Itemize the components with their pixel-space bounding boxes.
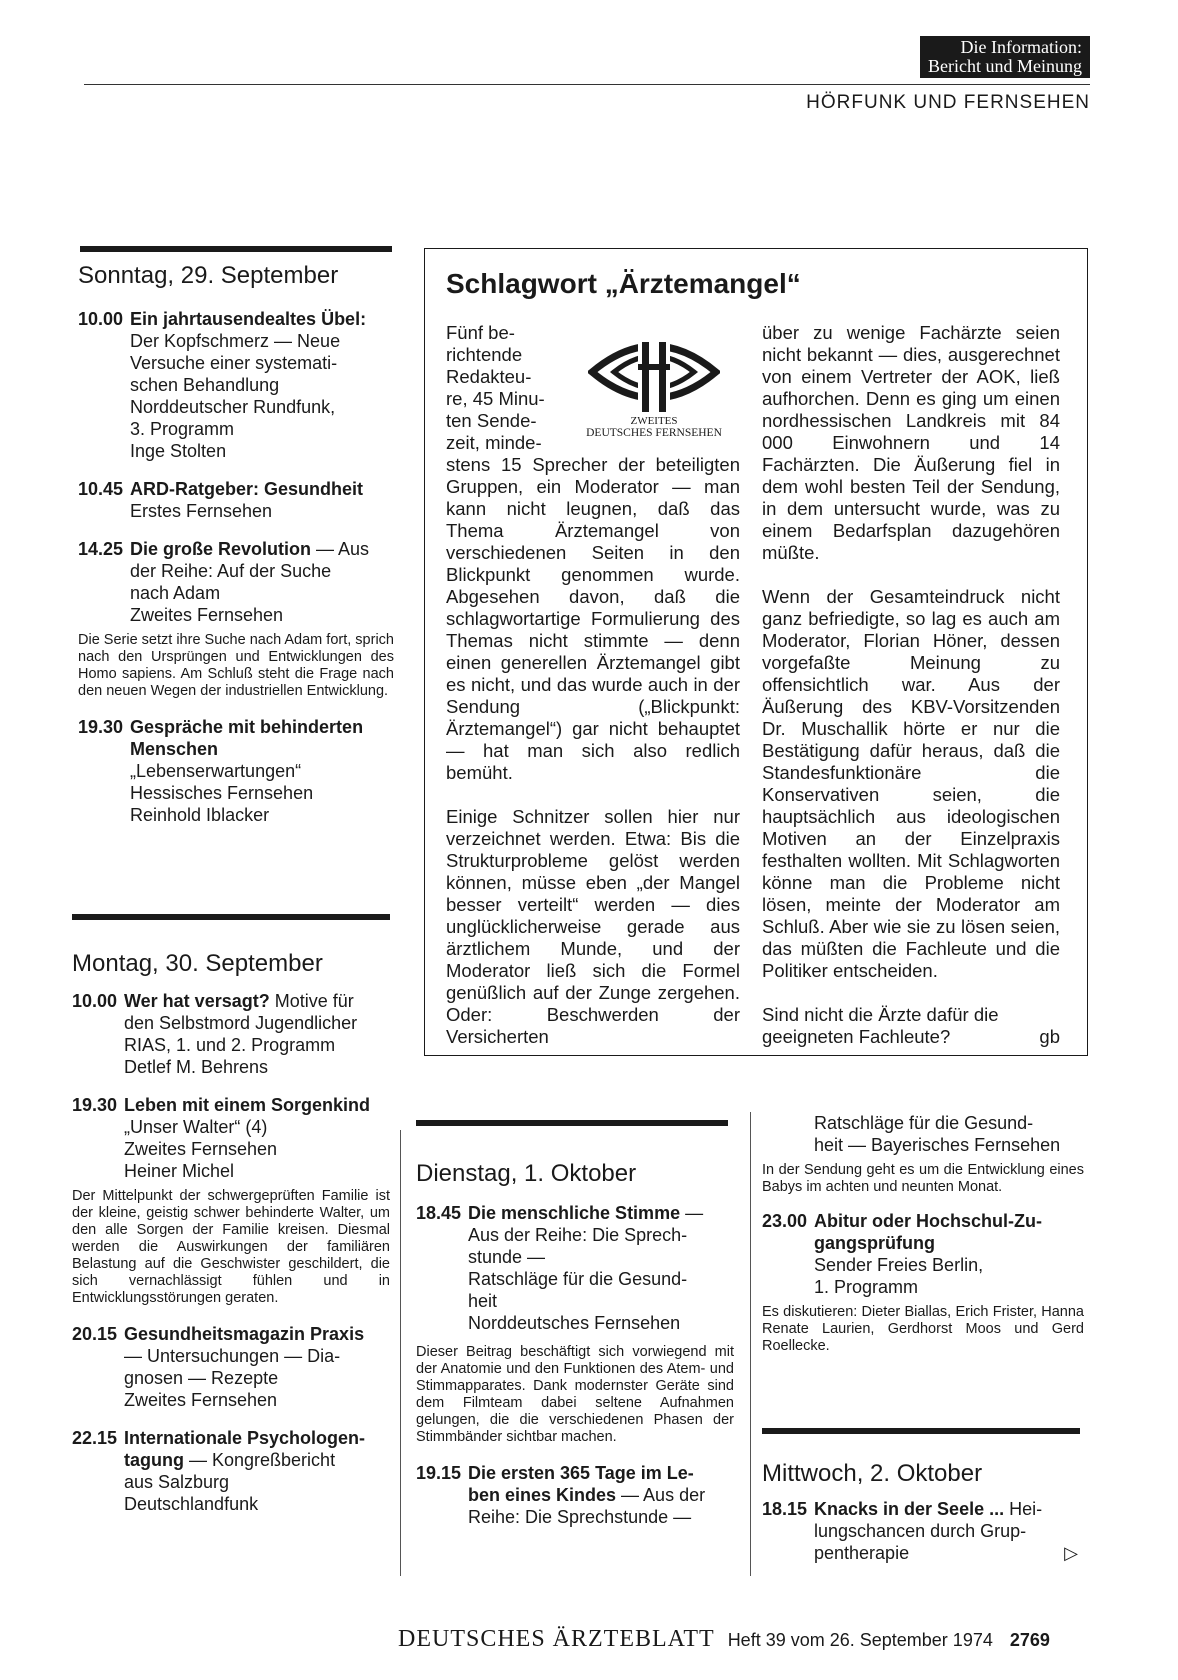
entry-line: stunde — <box>468 1247 546 1267</box>
entry-title-rest: — Kongreßbericht <box>184 1450 336 1470</box>
entry-line: pentherapie <box>814 1543 910 1563</box>
program-entry <box>78 478 394 522</box>
entry-time: 20.15 <box>72 1324 118 1344</box>
page-number: 2769 <box>1009 1630 1050 1650</box>
entry-line: nach Adam <box>130 583 221 603</box>
header-badge <box>920 36 1090 78</box>
entry-title: Internationale Psychologen- <box>124 1428 366 1448</box>
entry-line: Zweites Fernsehen <box>124 1139 278 1159</box>
entry-note: In der Sendung geht es um die Entwicklung eines Babys im achten und neunten Monat. <box>762 1162 1084 1195</box>
text-line: zeit, minde- <box>446 432 542 453</box>
program-entry <box>416 1202 734 1446</box>
wednesday-section <box>762 1460 1084 1564</box>
section-title: HÖRFUNK UND FERNSEHEN <box>806 92 1090 113</box>
entry-line: heit — Bayerisches Fernsehen <box>814 1135 1061 1155</box>
article-paragraph <box>762 1004 1060 1048</box>
entry-note: Es diskutieren: Dieter Biallas, Erich Frister, Hanna Renate Laurien, Gerdhorst Moos und Gerd Roellecke. <box>762 1304 1084 1354</box>
entry-note: Dieser Beitrag beschäftigt sich vorwiegend mit der Anatomie und den Funktionen des Atem- und Stimmapparates. Dank modernster Geräte sind dem Filmteam dabei seltene Aufnahmen gelungen, die die verschiedenen Phasen der Stimmbänder sichtbar machen. <box>416 1344 734 1445</box>
day-title: Montag, 30. September <box>72 950 323 977</box>
entry-line: 1. Programm <box>814 1277 919 1297</box>
entry-line: 3. Programm <box>130 419 235 439</box>
text-line: ten Sende- <box>446 410 537 431</box>
continue-arrow-icon: ▷ <box>1064 1543 1078 1563</box>
entry-title: Knacks in der Seele ... <box>814 1499 1005 1519</box>
entry-line: Reihe: Die Sprechstunde — <box>468 1507 692 1527</box>
entry-line: Erstes Fernsehen <box>130 501 273 521</box>
entry-line: Versuche einer systemati- <box>130 353 338 373</box>
entry-time: 18.15 <box>762 1499 808 1519</box>
entry-time: 10.00 <box>78 309 124 329</box>
narrow-text <box>446 322 558 454</box>
article-paragraph: über zu wenige Fachärzte seien nicht bekannt — dies, ausgerechnet von einem Vertreter der AOK, ließ aufhorchen. Denn es ging um einen nordhessischen Landkreis mit 84 000 Einwohnern und 14 Fachärzten. Die Äußerung fiel in dem wohl besten Teil der Sendung, in dem untersucht wurde, was zu einem Bedarfsplan dazugehören müßte. <box>762 322 1060 563</box>
entry-title-rest: Hei- <box>1004 1499 1043 1519</box>
magazine-name: DEUTSCHES ÄRZTEBLATT <box>398 1626 715 1652</box>
entry-title-rest: — <box>680 1203 704 1223</box>
entry-line: Inge Stolten <box>130 441 227 461</box>
entry-line: Der Kopfschmerz — Neue <box>130 331 341 351</box>
entry-title: Die menschliche Stimme <box>468 1203 681 1223</box>
right-bottom-section <box>762 1112 1084 1355</box>
article-paragraph: Wenn der Gesamteindruck nicht ganz befriedigte, so lag es auch am Moderator, Florian Höner, dessen vorgefaßte Meinung zu offensichtlich war. Aus der Äußerung des KBV-Vorsitzenden Dr. Muschallik hörte er nur die Bestätigung dafür heraus, daß die Standesfunktionäre die Konservativen seien, die hauptsächlich aus ideologischen Motiven an der Einzelpraxis festhalten wollten. Mit Schlagworten könne man die Probleme nicht lösen, meinte der Moderator am Schluß. Aber wie sie zu lösen seien, das müßten die Fachleute und die Politiker entscheiden. <box>762 586 1060 981</box>
article-paragraph: Einige Schnitzer sollen hier nur verzeichnet werden. Etwa: Bis die Strukturprobleme gelöst werden können, müsse eben „der Mangel besser verteilt“ werden — dies unglücklicherweise gerade aus ärztlichem Munde, und der Moderator ließ sich die Formel genüßlich auf der Zunge zergehen. Oder: Beschwerden der Versicherten <box>446 806 740 1047</box>
entry-title: Gespräche mit behinderten <box>130 717 364 737</box>
logo-text-1: ZWEITES <box>630 415 678 427</box>
entry-line: Aus der Reihe: Die Sprech- <box>468 1225 688 1245</box>
closing-question: Sind nicht die Ärzte dafür die geeigneten Fachleute? <box>762 1004 999 1047</box>
entry-time: 22.15 <box>72 1428 118 1448</box>
entry-title-rest: — Aus der <box>616 1485 706 1505</box>
day-title: Dienstag, 1. Oktober <box>416 1160 637 1187</box>
header-rule <box>84 84 1090 85</box>
program-entry <box>72 990 390 1078</box>
article-title: Schlagwort „Ärztemangel“ <box>446 268 801 299</box>
badge-line-2: Bericht und Meinung <box>928 56 1082 76</box>
author-signature: gb <box>1039 1026 1060 1047</box>
program-entry <box>78 308 394 462</box>
zdf-eye-icon <box>588 328 720 416</box>
entry-title: Ein jahrtausendealtes Übel: <box>130 309 367 329</box>
program-entry <box>78 538 394 700</box>
article-column-1 <box>446 322 740 1048</box>
entry-line: Deutschlandfunk <box>124 1494 259 1514</box>
day-bar <box>416 1120 728 1126</box>
program-entry <box>72 1094 390 1307</box>
entry-time: 14.25 <box>78 539 124 559</box>
badge-line-1: Die Information: <box>960 37 1082 57</box>
entry-line: Heiner Michel <box>124 1161 235 1181</box>
entry-title-rest: — Aus <box>311 539 370 559</box>
entry-time: 10.45 <box>78 479 124 499</box>
entry-title: Leben mit einem Sorgenkind <box>124 1095 371 1115</box>
logo-wrap <box>446 322 740 454</box>
day-bar <box>72 914 390 920</box>
article-column-2 <box>762 322 1060 1048</box>
entry-title: Die ersten 365 Tage im Le- <box>468 1463 694 1483</box>
day-title: Mittwoch, 2. Oktober <box>762 1460 983 1487</box>
entry-title: Die große Revolution <box>130 539 312 559</box>
program-entry <box>78 716 394 826</box>
day-bar <box>762 1428 1080 1434</box>
entry-time: 23.00 <box>762 1211 808 1231</box>
logo-text-2: DEUTSCHES FERNSEHEN <box>586 427 722 439</box>
entry-line: den Selbstmord Jugendlicher <box>124 1013 358 1033</box>
day-bar <box>80 246 392 252</box>
entry-title: Menschen <box>130 739 219 759</box>
entry-line: Sender Freies Berlin, <box>814 1255 984 1275</box>
program-entry <box>762 1498 1084 1564</box>
article-paragraph: stens 15 Sprecher der beteiligten Gruppen, ein Moderator — man kann nicht leugnen, daß das Thema Ärztemangel von verschiedenen Seiten in den Blickpunkt genommen wurde. Abgesehen davon, daß die schlagwortartige Formulierung des Themas nicht stimmte — denn einen generellen Ärztemangel gibt es nicht, und das wurde auch in der Sendung („Blickpunkt: Ärztemangel“) gar nicht behauptet — hat man sich also redlich bemüht. <box>446 454 740 783</box>
page-footer <box>398 1626 1050 1653</box>
entry-line: Zweites Fernsehen <box>130 605 284 625</box>
tuesday-section <box>416 1160 734 1528</box>
entry-line: „Lebenserwartungen“ <box>130 761 302 781</box>
column-divider <box>400 1130 401 1576</box>
entry-title: Gesundheitsmagazin Praxis <box>124 1324 365 1344</box>
entry-line: Reinhold Iblacker <box>130 805 270 825</box>
entry-line: schen Behandlung <box>130 375 280 395</box>
entry-title: Wer hat versagt? <box>124 991 270 1011</box>
text-line: Redakteu- <box>446 366 532 387</box>
entry-line: aus Salzburg <box>124 1472 230 1492</box>
zdf-logo <box>566 328 742 439</box>
day-title: Sonntag, 29. September <box>78 262 339 289</box>
entry-line: lungschancen durch Grup- <box>814 1521 1027 1541</box>
issue-info: Heft 39 vom 26. September 1974 <box>727 1630 993 1650</box>
entry-line: Norddeutsches Fernsehen <box>468 1313 681 1333</box>
entry-line: Detlef M. Behrens <box>124 1057 269 1077</box>
entry-title: ben eines Kindes <box>468 1485 617 1505</box>
entry-note: Die Serie setzt ihre Suche nach Adam fort, sprich nach den Ursprüngen und Entwicklungen des Homo sapiens. Am Schluß steht die Frage nach den neuen Wegen der industriellen Entwicklung. <box>78 632 394 699</box>
entry-time: 18.45 <box>416 1203 462 1223</box>
text-line: Fünf be- <box>446 322 515 343</box>
entry-time: 19.15 <box>416 1463 462 1483</box>
entry-title-rest: Motive für <box>269 991 354 1011</box>
column-divider <box>750 1112 751 1576</box>
text-line: re, 45 Minu- <box>446 388 545 409</box>
entry-time: 19.30 <box>72 1095 118 1115</box>
entry-title: ARD-Ratgeber: Gesundheit <box>130 479 364 499</box>
entry-title: Abitur oder Hochschul-Zu- <box>814 1211 1042 1231</box>
entry-line: Norddeutscher Rundfunk, <box>130 397 336 417</box>
program-entry <box>762 1210 1084 1355</box>
entry-line: gnosen — Rezepte <box>124 1368 279 1388</box>
entry-line: Hessisches Fernsehen <box>130 783 314 803</box>
entry-line: heit <box>468 1291 498 1311</box>
entry-line: Zweites Fernsehen <box>124 1390 278 1410</box>
entry-line: Ratschläge für die Gesund- <box>814 1113 1034 1133</box>
text-line: richtende <box>446 344 523 365</box>
entry-line: — Untersuchungen — Dia- <box>124 1346 341 1366</box>
entry-title: gangsprüfung <box>814 1233 935 1253</box>
entry-line: Ratschläge für die Gesund- <box>468 1269 688 1289</box>
program-entry <box>416 1462 734 1528</box>
entry-note: Der Mittelpunkt der schwergeprüften Familie ist der kleine, geistig schwer behinderte Walter, um den alle Sorgen der Familie kreisen. Diesmal werden die Auswirkungen der familiären Belastung auf die Geschwister geschildert, die sich vernachlässigt fühlen und in Entwicklungsstörungen geraten. <box>72 1188 390 1306</box>
program-entry <box>72 1323 390 1411</box>
entry-line: RIAS, 1. und 2. Programm <box>124 1035 336 1055</box>
sunday-section <box>78 262 394 826</box>
entry-time: 19.30 <box>78 717 124 737</box>
program-entry <box>72 1427 390 1515</box>
monday-section <box>72 950 390 1515</box>
entry-time: 10.00 <box>72 991 118 1011</box>
entry-title: tagung <box>124 1450 184 1470</box>
entry-line: „Unser Walter“ (4) <box>124 1117 268 1137</box>
entry-line: der Reihe: Auf der Suche <box>130 561 332 581</box>
